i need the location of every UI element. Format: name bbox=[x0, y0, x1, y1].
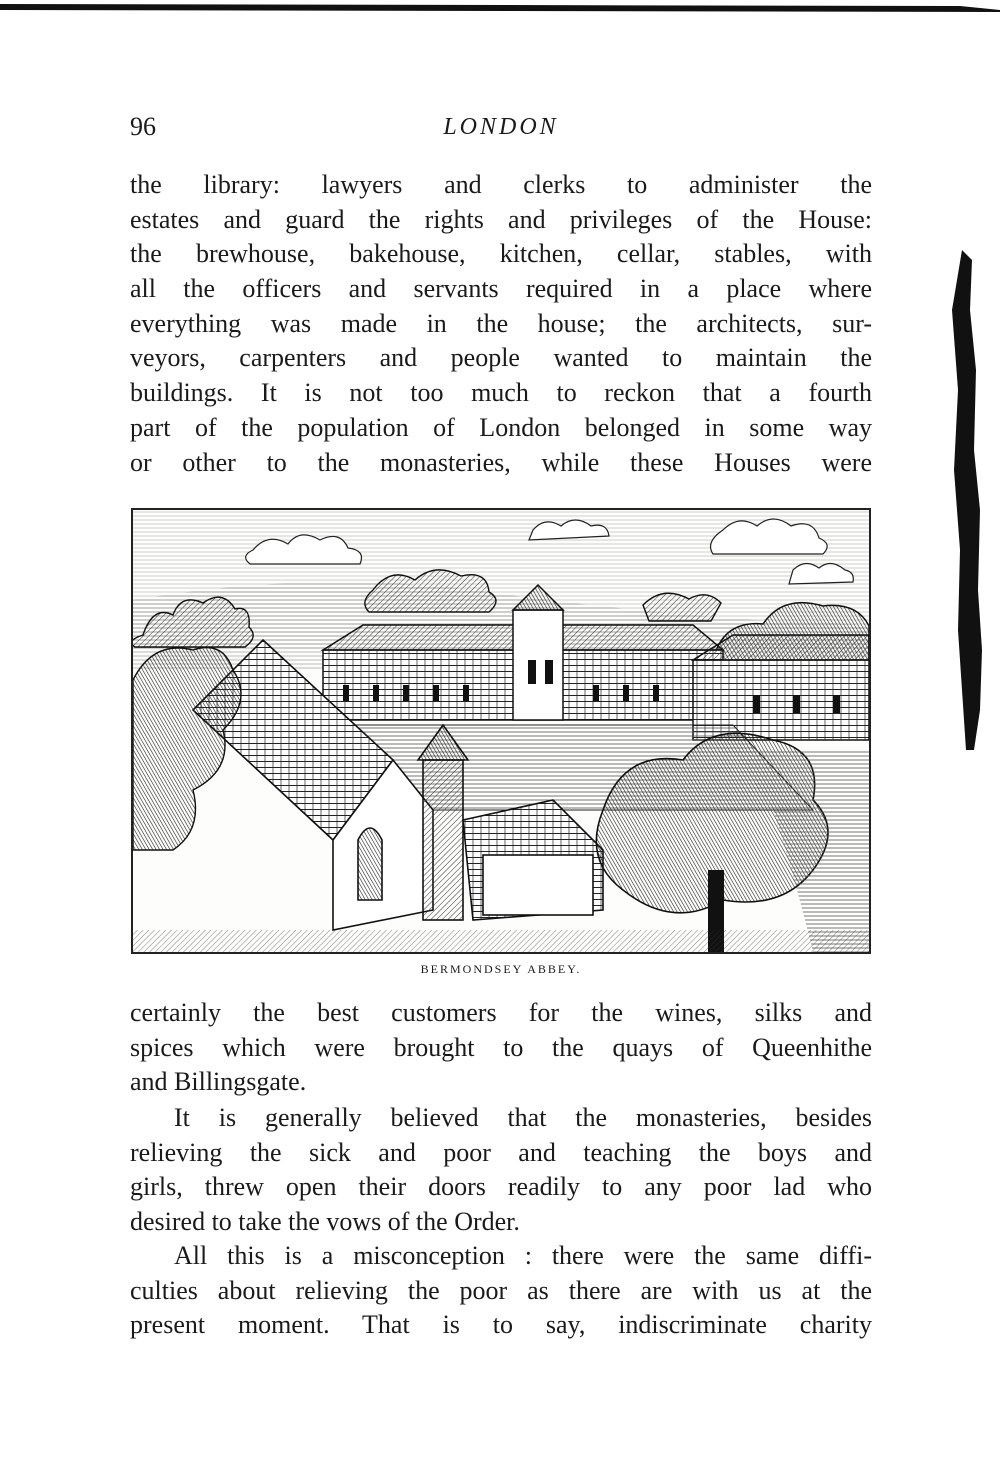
text-line: the brewhouse, bakehouse, kitchen, cellar, stables, with bbox=[130, 239, 872, 269]
text-line: certainly the best customers for the wines, silks and bbox=[130, 998, 872, 1027]
text-line: the library: lawyers and clerks to administer the bbox=[130, 170, 872, 199]
text-line: culties about relieving the poor as there are with us at the bbox=[130, 1275, 872, 1305]
text-line: part of the population of London belonged in some way bbox=[130, 412, 872, 442]
text-line: and Billingsgate. bbox=[130, 1067, 307, 1097]
abbey-engraving bbox=[131, 508, 871, 954]
page-header bbox=[130, 112, 872, 152]
page-edge-shadow bbox=[940, 250, 990, 750]
paragraph-4 bbox=[130, 1239, 872, 1343]
text-line: estates and guard the rights and privileges of the House: bbox=[130, 204, 872, 234]
text-line: veyors, carpenters and people wanted to maintain the bbox=[130, 343, 872, 373]
paragraph-1 bbox=[130, 168, 872, 480]
abbey-illustration bbox=[133, 510, 869, 952]
text-line: spices which were brought to the quays of Queenhithe bbox=[130, 1032, 872, 1062]
text-line: relieving the sick and poor and teaching the boys and bbox=[130, 1137, 872, 1167]
page-number: 96 bbox=[130, 112, 156, 141]
text-line: present moment. That is to say, indiscriminate charity bbox=[130, 1310, 872, 1340]
paragraph-2 bbox=[130, 996, 872, 1100]
text-line: desired to take the vows of the Order. bbox=[130, 1207, 520, 1237]
text-line: buildings. It is not too much to reckon that a fourth bbox=[130, 378, 872, 408]
text-line: everything was made in the house; the architects, sur- bbox=[130, 308, 872, 338]
figure-caption: BERMONDSEY ABBEY. bbox=[420, 962, 582, 976]
text-line: or other to the monasteries, while these Houses were bbox=[130, 447, 872, 477]
text-line: all the officers and servants required in a place where bbox=[130, 274, 872, 304]
text-line: All this is a misconception : there were the same diffi- bbox=[174, 1241, 872, 1270]
text-line: It is generally believed that the monasteries, besides bbox=[174, 1103, 872, 1132]
running-head: LONDON bbox=[443, 114, 559, 140]
text-line: girls, threw open their doors readily to any poor lad who bbox=[130, 1172, 872, 1202]
top-edge-rule bbox=[0, 0, 1000, 12]
paragraph-3 bbox=[130, 1101, 872, 1240]
